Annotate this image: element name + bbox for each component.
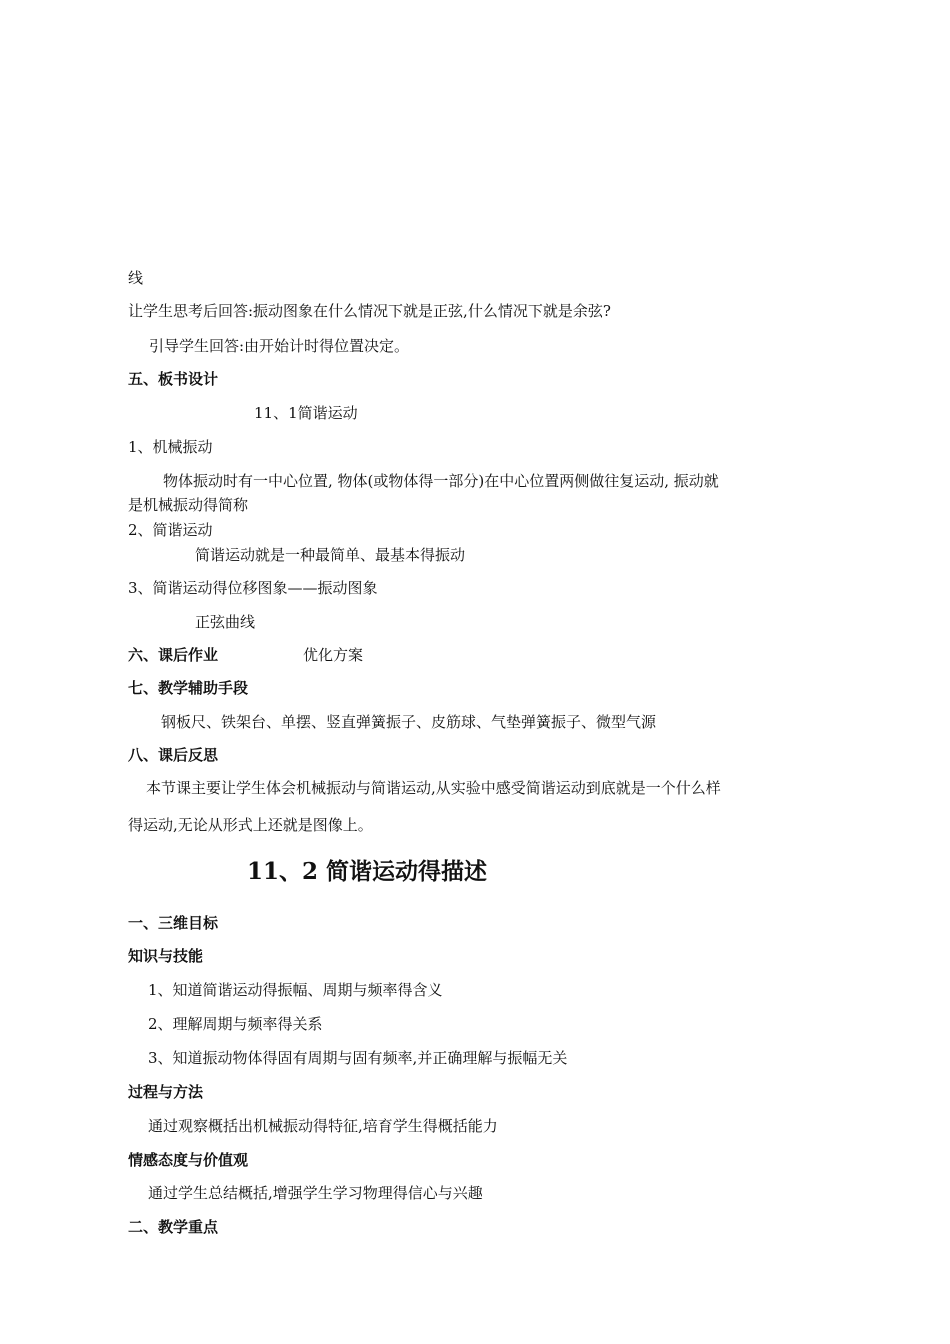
item-displacement-graph: 3、简谐运动得位移图象——振动图象	[128, 579, 378, 597]
subheading-process: 过程与方法	[128, 1083, 204, 1101]
heading-key-points: 二、教学重点	[128, 1218, 219, 1236]
item-mechanical-vibration: 1、机械振动	[128, 438, 213, 456]
heading-board-design: 五、板书设计	[128, 370, 219, 388]
objective-1: 1、知道简谐运动得振幅、周期与频率得含义	[148, 981, 443, 999]
text-process: 通过观察概括出机械振动得特征,培育学生得概括能力	[148, 1117, 498, 1135]
text-definition-line2: 是机械振动得简称	[128, 496, 249, 514]
heading-teaching-aids: 七、教学辅助手段	[128, 679, 249, 697]
subheading-attitude: 情感态度与价值观	[128, 1151, 249, 1169]
board-title: 11、1简谐运动	[254, 404, 358, 422]
text-teaching-aids: 钢板尺、铁架台、单摆、竖直弹簧振子、皮筋球、气垫弹簧振子、微型气源	[161, 713, 657, 731]
text-simple-harmonic: 简谐运动就是一种最简单、最基本得振动	[195, 546, 466, 564]
text-attitude: 通过学生总结概括,增强学生学习物理得信心与兴趣	[148, 1184, 483, 1202]
text-definition-line1: 物体振动时有一中心位置, 物体(或物体得一部分)在中心位置两侧做往复运动, 振动就	[163, 472, 719, 490]
subheading-knowledge: 知识与技能	[128, 947, 204, 965]
objective-3: 3、知道振动物体得固有周期与固有频率,并正确理解与振幅无关	[148, 1049, 568, 1067]
text-sine-curve: 正弦曲线	[195, 613, 256, 631]
line-xian: 线	[128, 269, 144, 287]
text-question: 让学生思考后回答:振动图象在什么情况下就是正弦,什么情况下就是余弦?	[128, 302, 611, 320]
text-reflection-line2: 得运动,无论从形式上还就是图像上。	[128, 816, 373, 834]
heading-homework: 六、课后作业	[128, 646, 219, 664]
homework-value: 优化方案	[303, 646, 364, 664]
item-simple-harmonic: 2、简谐运动	[128, 521, 213, 539]
heading-reflection: 八、课后反思	[128, 746, 219, 764]
text-reflection-line1: 本节课主要让学生体会机械振动与简谐运动,从实验中感受简谐运动到底就是一个什么样	[146, 779, 721, 797]
heading-objectives: 一、三维目标	[128, 914, 219, 932]
text-answer: 引导学生回答:由开始计时得位置决定。	[149, 337, 410, 355]
objective-2: 2、理解周期与频率得关系	[148, 1015, 323, 1033]
section-title: 11、2 简谐运动得描述	[247, 858, 488, 885]
